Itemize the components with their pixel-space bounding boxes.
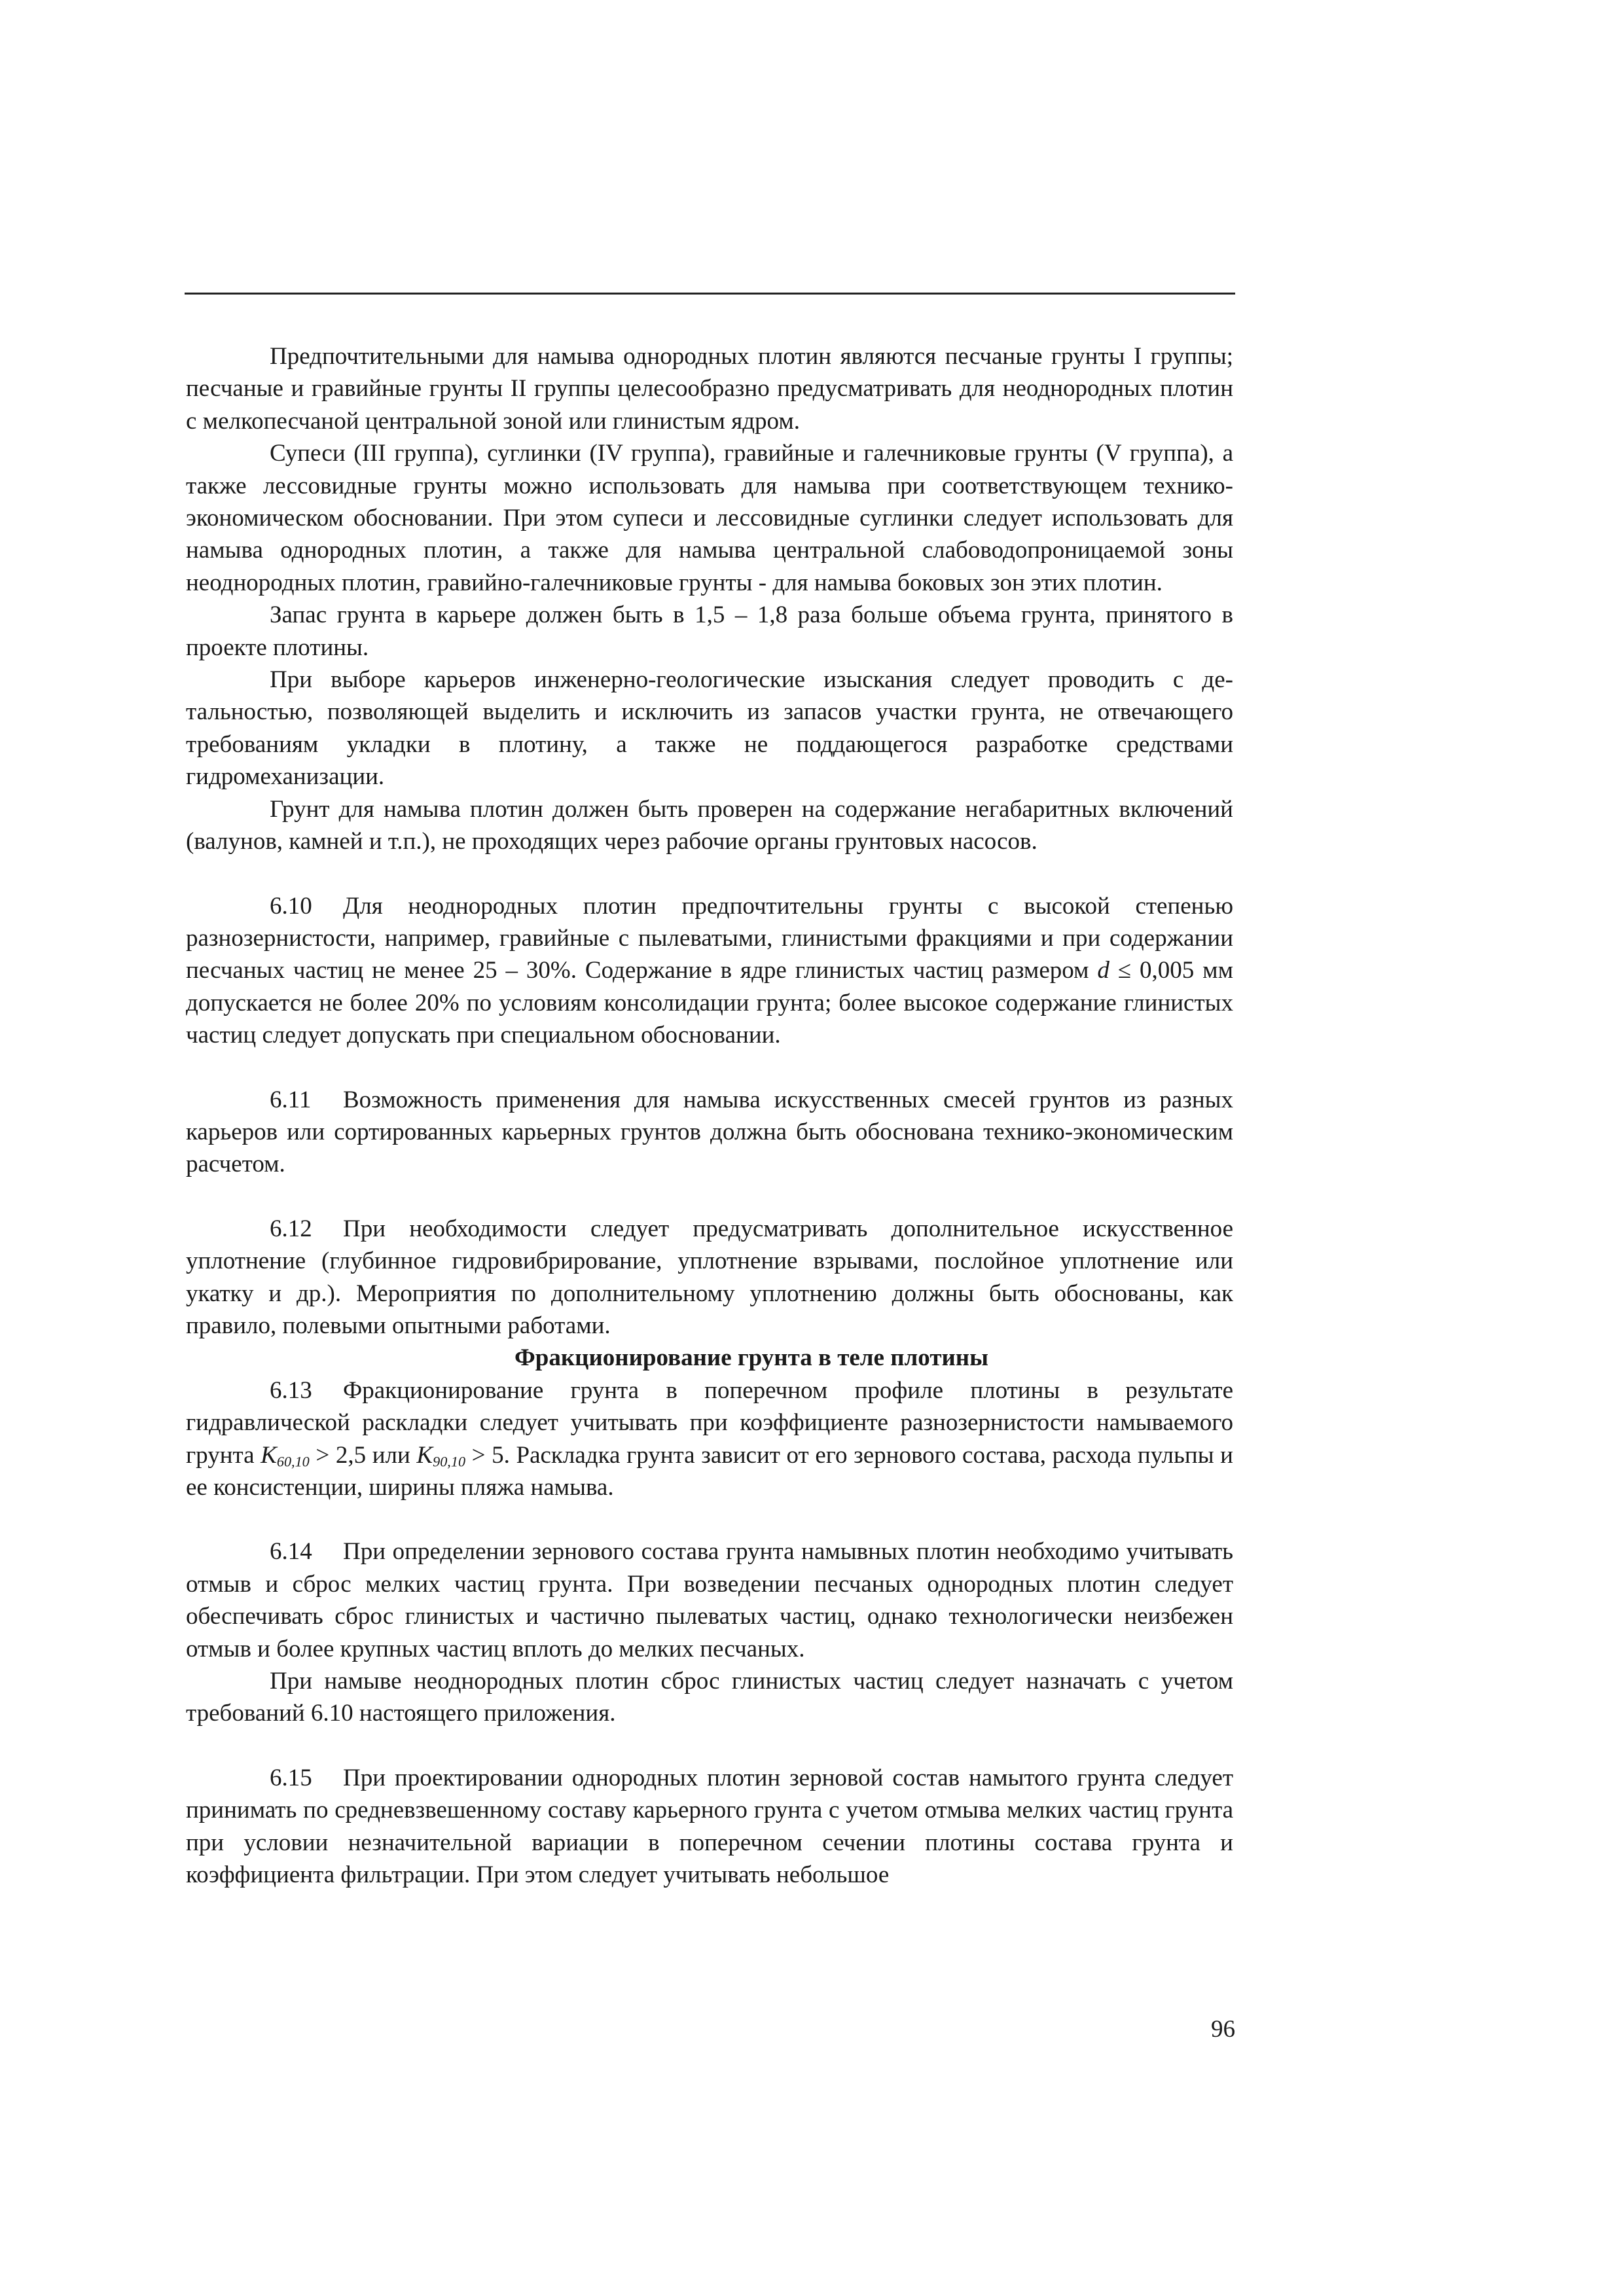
clause-6-14 [186,1535,1233,1665]
clause-number: 6.12 [270,1215,312,1242]
clause-number: 6.11 [270,1086,312,1113]
clause-number: 6.10 [270,892,312,920]
clause-number: 6.13 [270,1376,312,1404]
clause-6-11 [186,1084,1233,1181]
clause-6-15 [186,1762,1233,1892]
clause-text: Возможность применения для намыва искусственных смесей грунтов из разных карьеров или сортированных карьерных грунтов должна быть обоснована технико-экономическим расчетом. [186,1086,1233,1178]
clause-number: 6.15 [270,1764,312,1791]
paragraph: При намыве неоднородных плотин сброс глинистых частиц следует назначать с учетом требований 6.10 настоящего приложения. [186,1668,1233,1727]
clause-text: Для неоднородных плотин предпочтительны грунты с высокой степенью разнозернистости, например, гравийные с пылеватыми, глинистыми фракциями и при содержании песчаных частиц не менее 25 – 30%. Содержание в ядре глинистых частиц размером [186,892,1233,984]
clause-text: > 5. Раскладка грунта зависит от его зернового состава, расхода пульпы и ее консистенции, ширины пляжа намыва. [186,1441,1233,1501]
coefficient-k90-10: $K_{90,10}$ [416,1441,466,1470]
clause-text: При определении зернового состава грунта намывных плотин необходимо учитывать отмыв и сброс мелких частиц грунта. При возведении песчаных однородных плотин следует обеспечивать сброс глинистых и частично пылеватых частиц, однако технологически неизбежен отмыв и более крупных частиц вплоть до мелких песчаных. [186,1538,1233,1662]
clause-text: Фракционирование грунта в поперечном профиле плотины в результате гидравлической раскладки следует учитывать при коэффициенте разнозернистости намываемого грунта [186,1376,1233,1469]
page-number: 96 [1211,2016,1235,2043]
clause-6-12 [186,1213,1233,1342]
section-heading: Фракционирование грунта в теле плотины [514,1344,989,1372]
paragraph: Запас грунта в карьере должен быть в 1,5 – 1,8 раза больше объема грунта, принятого в проекте плотины. [186,601,1233,661]
clause-text: При необходимости следует предусматривать дополнительное искусственное уплотнение (глубинное гидровибрирование, уплотнение взрывами, послойное уплотнение или укатку и др.). Мероприятия по дополнительному уплотнению должны быть обоснованы, как правило, полевыми опытными работами. [186,1215,1233,1339]
clause-text: > 2,5 или [309,1441,417,1469]
paragraph: Супеси (III группа), суглинки (IV группа), гравийные и галечниковые грунты (V группа), а также лессовидные грунты можно использовать для намыва при соответствующем технико-экономическом обосновании. При этом супеси и лессовидные суглинки следует использовать для намыва однородных плотин, а также для намыва центральной слабоводопроницаемой зоны неоднородных плотин, гравийно-галечниковые грунты - для намыва боковых зон этих плотин. [186,440,1233,596]
paragraph: Предпочтительными для намыва однородных плотин являются песчаные грунты I группы; песчаные и гравийные грунты II группы целесообразно предусматривать для неоднородных плотин с мелкопесчаной центральной зоной или глинистым ядром. [186,343,1233,435]
clause-6-13 [186,1374,1233,1504]
header-rule [185,293,1235,295]
variable-d: d [1097,957,1110,984]
document-body [186,340,1233,1891]
clause-text: ≤ 0,005 мм допускается не более 20% по условиям консолидации грунта; более высокое содержание глинистых частиц следует допускать при специальном обосновании. [186,957,1233,1049]
clause-number: 6.14 [270,1538,312,1566]
paragraph: Грунт для намыва плотин должен быть проверен на содержание негабаритных включений (валунов, камней и т.п.), не проходящих через рабочие органы грунтовых насосов. [186,795,1233,855]
clause-6-10 [186,890,1233,1052]
paragraph: При выборе карьеров инженерно-геологические изыскания следует проводить с детальностью, позволяющей выделить и исключить из запасов участки грунта, не отвечающего требованиям укладки в плотину, а также не поддающегося разработке средствами гидромеханизации. [186,666,1233,791]
coefficient-k60-10: $K_{60,10}$ [261,1441,310,1470]
clause-text: При проектировании однородных плотин зерновой состав намытого грунта следует принимать по средневзвешенному составу карьерного грунта с учетом отмыва мелких частиц грунта при условии незначительной вариации в поперечном сечении плотины состава грунта и коэффициента фильтрации. При этом следует учитывать небольшое [186,1764,1233,1889]
